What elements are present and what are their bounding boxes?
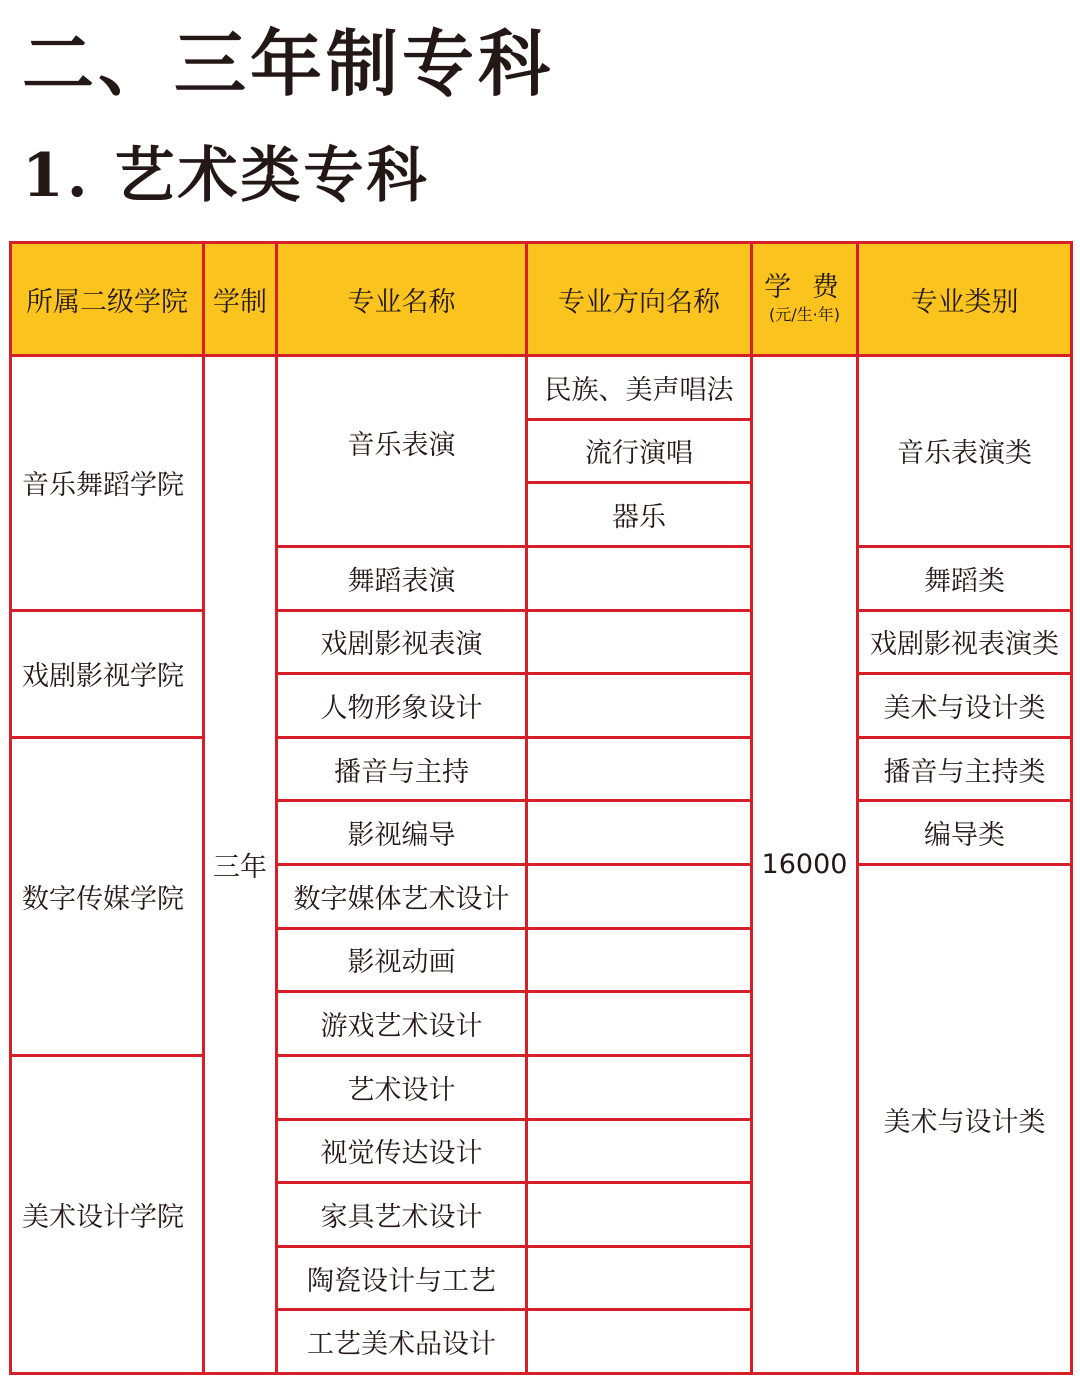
header-category: 专业类别: [858, 243, 1072, 356]
major-cell: 工艺美术品设计: [277, 1310, 527, 1374]
college-cell: 数字传媒学院: [11, 737, 204, 1055]
fee-cell: 16000: [752, 356, 858, 1374]
major-cell: 数字媒体艺术设计: [277, 865, 527, 929]
header-fee-unit: (元/生·年): [769, 305, 840, 324]
category-cell: 戏剧影视表演类: [858, 610, 1072, 674]
direction-cell-empty: [527, 1310, 752, 1374]
direction-cell-empty: [527, 737, 752, 801]
category-cell: 美术与设计类: [858, 865, 1072, 1374]
direction-cell-empty: [527, 865, 752, 929]
header-duration: 学制: [204, 243, 277, 356]
major-cell: 戏剧影视表演: [277, 610, 527, 674]
table-row: [11, 737, 1072, 801]
table-row: [11, 610, 1072, 674]
direction-cell-empty: [527, 928, 752, 992]
major-cell: 播音与主持: [277, 737, 527, 801]
direction-cell-empty: [527, 610, 752, 674]
major-cell: 舞蹈表演: [277, 546, 527, 610]
major-cell: 人物形象设计: [277, 674, 527, 738]
major-cell: 影视动画: [277, 928, 527, 992]
major-cell: 影视编导: [277, 801, 527, 865]
college-cell: 戏剧影视学院: [11, 610, 204, 737]
major-cell: 游戏艺术设计: [277, 992, 527, 1056]
header-college: 所属二级学院: [11, 243, 204, 356]
college-cell: 音乐舞蹈学院: [11, 356, 204, 611]
major-cell: 音乐表演: [277, 356, 527, 547]
table-row: [11, 356, 1072, 420]
header-fee-label: 学 费: [764, 272, 845, 303]
direction-cell: 民族、美声唱法: [527, 356, 752, 420]
direction-cell-empty: [527, 1119, 752, 1183]
direction-cell-empty: [527, 1055, 752, 1119]
direction-cell-empty: [527, 992, 752, 1056]
major-cell: 家具艺术设计: [277, 1183, 527, 1247]
section-heading: 1. 艺术类专科: [22, 141, 430, 211]
duration-cell: 三年: [204, 356, 277, 1374]
direction-cell-empty: [527, 1183, 752, 1247]
category-cell: 编导类: [858, 801, 1072, 865]
category-cell: 播音与主持类: [858, 737, 1072, 801]
header-fee: [752, 243, 858, 356]
table-header-row: [11, 243, 1072, 356]
direction-cell-empty: [527, 1246, 752, 1310]
major-cell: 陶瓷设计与工艺: [277, 1246, 527, 1310]
major-cell: 艺术设计: [277, 1055, 527, 1119]
category-cell: 音乐表演类: [858, 356, 1072, 547]
page-heading: 二、三年制专科: [22, 21, 555, 106]
header-major: 专业名称: [277, 243, 527, 356]
majors-table: [9, 241, 1073, 1375]
major-cell: 视觉传达设计: [277, 1119, 527, 1183]
direction-cell: 流行演唱: [527, 419, 752, 483]
category-cell: 美术与设计类: [858, 674, 1072, 738]
direction-cell: 器乐: [527, 483, 752, 547]
category-cell: 舞蹈类: [858, 546, 1072, 610]
direction-cell-empty: [527, 546, 752, 610]
college-cell: 美术设计学院: [11, 1055, 204, 1373]
direction-cell-empty: [527, 674, 752, 738]
direction-cell-empty: [527, 801, 752, 865]
header-direction: 专业方向名称: [527, 243, 752, 356]
